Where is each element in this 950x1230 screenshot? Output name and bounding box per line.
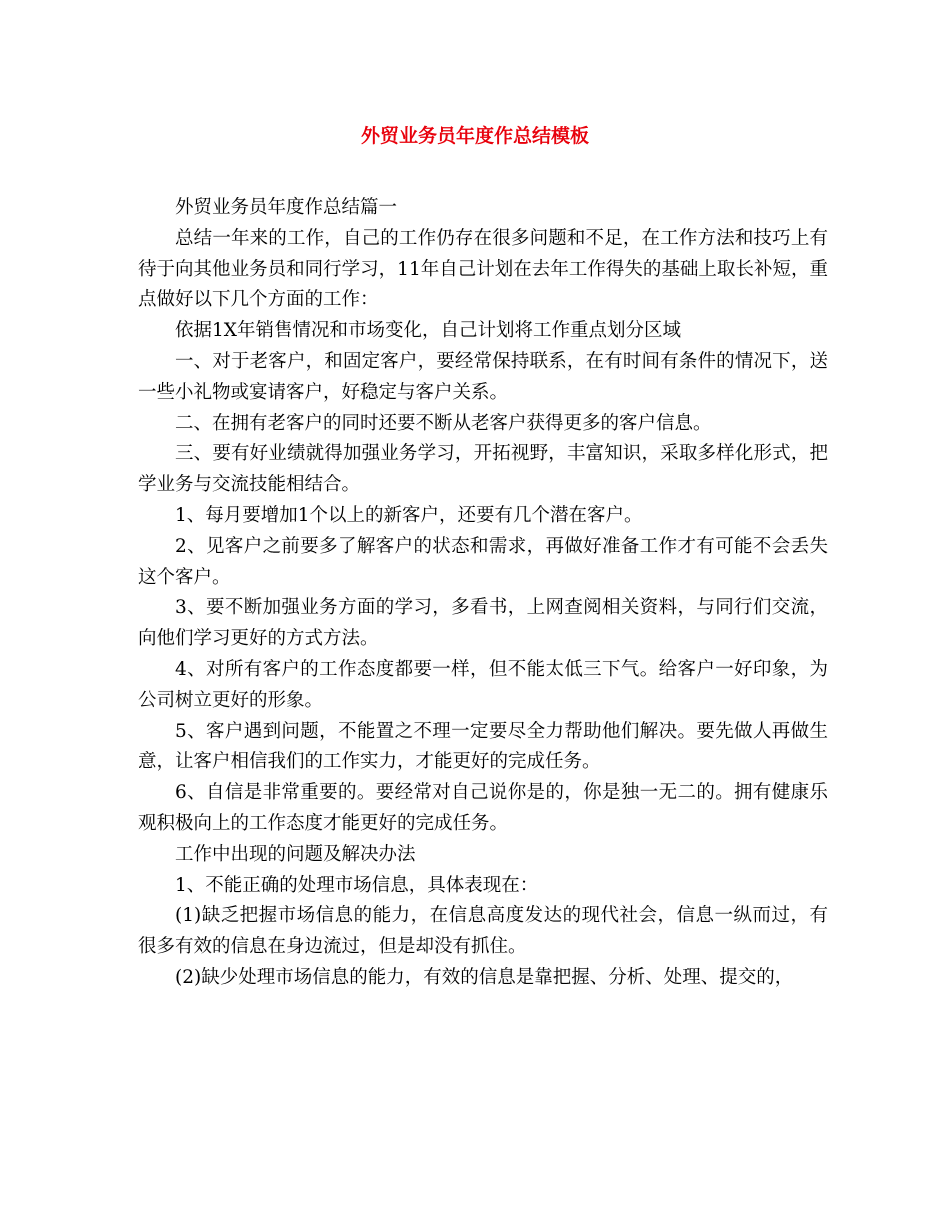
list-item: 1、不能正确的处理市场信息，具体表现在： (175, 874, 539, 896)
list-item: 6、自信是非常重要的。要经常对自己说你是的，你是独一无二的。拥有健康乐观积极向上的工作态度才能更好的完成任务。 (138, 782, 828, 834)
paragraph: 总结一年来的工作，自己的工作仍存在很多问题和不足，在工作方法和技巧上有待于向其他业务员和同行学习，11年自己计划在去年工作得失的基础上取长补短，重点做好以下几个方面的工作： (138, 227, 828, 311)
list-item: (2)缺少处理市场信息的能力，有效的信息是靠把握、分析、处理、提交的， (175, 966, 794, 988)
paragraph: 依据1X年销售情况和市场变化，自己计划将工作重点划分区域 (175, 320, 681, 342)
document-title: 外贸业务员年度作总结模板 (360, 125, 589, 147)
list-item: (1)缺乏把握市场信息的能力，在信息高度发达的现代社会，信息一纵而过，有很多有效的信息在身边流过，但是却没有抓住。 (138, 905, 828, 958)
list-item: 1、每月要增加1个以上的新客户，还要有几个潜在客户。 (175, 504, 643, 526)
paragraph: 一、对于老客户，和固定客户，要经常保持联系，在有时间有条件的情况下，送一些小礼物或宴请客户，好稳定与客户关系。 (138, 350, 828, 403)
paragraph: 三、要有好业绩就得加强业务学习，开拓视野，丰富知识，采取多样化形式，把学业务与交流技能相结合。 (138, 443, 828, 496)
section-heading: 外贸业务员年度作总结篇一 (175, 197, 398, 218)
list-item: 2、见客户之前要多了解客户的状态和需求，再做好准备工作才有可能不会丢失这个客户。 (138, 535, 828, 588)
list-item: 5、客户遇到问题，不能置之不理一定要尽全力帮助他们解决。要先做人再做生意，让客户相信我们的工作实力，才能更好的完成任务。 (138, 720, 828, 773)
document-body (138, 193, 828, 994)
paragraph: 二、在拥有老客户的同时还要不断从老客户获得更多的客户信息。 (175, 412, 712, 434)
list-item: 4、对所有客户的工作态度都要一样，但不能太低三下气。给客户一好印象，为公司树立更好的形象。 (138, 658, 828, 711)
section-heading: 工作中出现的问题及解决办法 (175, 843, 416, 865)
list-item: 3、要不断加强业务方面的学习，多看书，上网查阅相关资料，与同行们交流，向他们学习更好的方式方法。 (138, 597, 828, 650)
